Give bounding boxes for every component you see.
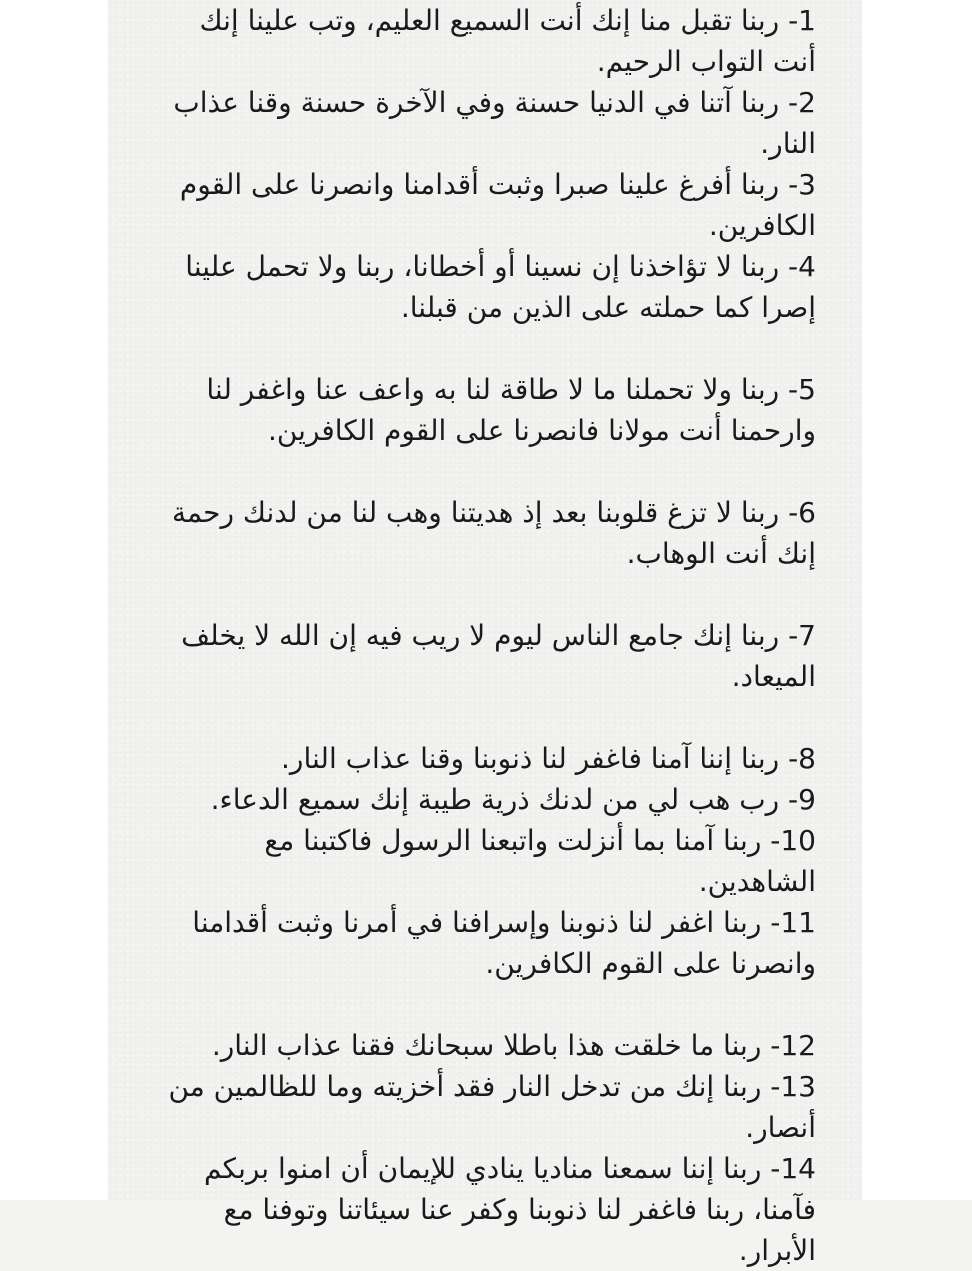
prayer-item-7: 7- ربنا إنك جامع الناس ليوم لا ريب فيه إن الله لا يخلف الميعاد.: [181, 619, 816, 693]
prayer-item-4: 4- ربنا لا تؤاخذنا إن نسينا أو أخطانا، ربنا ولا تحمل علينا إصرا كما حملته على الذين من قبلنا.: [185, 250, 816, 324]
prayer-item-5: 5- ربنا ولا تحملنا ما لا طاقة لنا به واعف عنا واغفر لنا وارحمنا أنت مولانا فانصرنا على القوم الكافرين.: [206, 373, 816, 447]
prayer-item-10: 10- ربنا آمنا بما أنزلت واتبعنا الرسول فاكتبنا مع الشاهدين.: [264, 824, 816, 898]
right-margin: [862, 0, 972, 1200]
blank-line: [150, 451, 816, 492]
prayer-item-6: 6- ربنا لا تزغ قلوبنا بعد إذ هديتنا وهب لنا من لدنك رحمة إنك أنت الوهاب.: [171, 496, 816, 570]
prayer-item-2: 2- ربنا آتنا في الدنيا حسنة وفي الآخرة حسنة وقنا عذاب النار.: [173, 86, 816, 160]
blank-line: [150, 697, 816, 738]
prayer-item-1: 1- ربنا تقبل منا إنك أنت السميع العليم، وتب علينا إنك أنت التواب الرحيم.: [199, 4, 816, 78]
prayer-item-11: 11- ربنا اغفر لنا ذنوبنا وإسرافنا في أمرنا وثبت أقدامنا وانصرنا على القوم الكافرين.: [192, 906, 816, 980]
note-body: [150, 0, 816, 1271]
blank-line: [150, 328, 816, 369]
prayer-item-3: 3- ربنا أفرغ علينا صبرا وثبت أقدامنا وانصرنا على القوم الكافرين.: [179, 168, 816, 242]
prayer-item-8: 8- ربنا إننا آمنا فاغفر لنا ذنوبنا وقنا عذاب النار.: [281, 742, 816, 775]
prayer-item-13: 13- ربنا إنك من تدخل النار فقد أخزيته وما للظالمين من أنصار.: [168, 1070, 816, 1144]
left-margin: [0, 0, 108, 1200]
prayer-item-9: 9- رب هب لي من لدنك ذرية طيبة إنك سميع الدعاء.: [210, 783, 816, 816]
blank-line: [150, 574, 816, 615]
prayer-item-14: 14- ربنا إننا سمعنا مناديا ينادي للإيمان أن امنوا بربكم فآمنا، ربنا فاغفر لنا ذنوبنا وكفر عنا سيئاتنا وتوفنا مع الأبرار.: [203, 1152, 816, 1267]
blank-line: [150, 984, 816, 1025]
prayer-item-12: 12- ربنا ما خلقت هذا باطلا سبحانك فقنا عذاب النار.: [211, 1029, 816, 1062]
